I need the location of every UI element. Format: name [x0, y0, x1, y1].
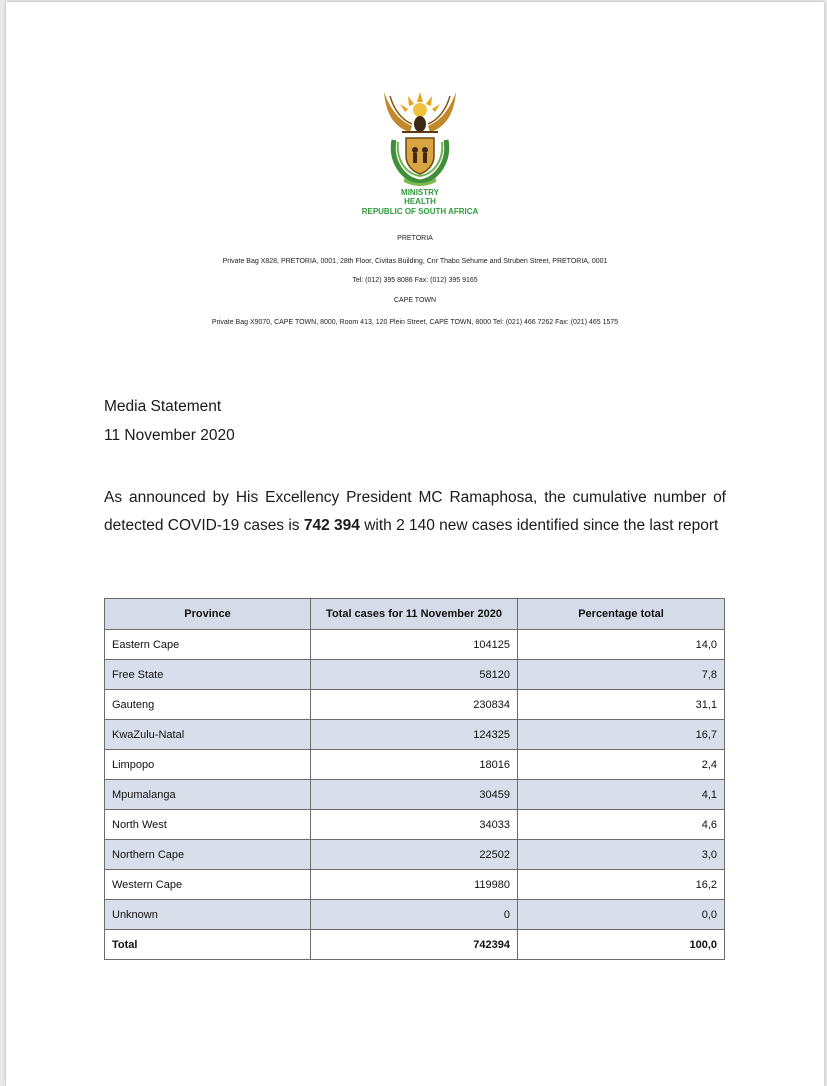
cases-cell: 34033 — [311, 810, 518, 840]
ministry-health-label: HEALTH — [404, 197, 436, 206]
total-cases-cell: 742394 — [311, 930, 518, 960]
cases-cell: 30459 — [311, 780, 518, 810]
total-cases-column-header: Total cases for 11 November 2020 — [311, 599, 518, 630]
statement-date: 11 November 2020 — [104, 427, 235, 444]
table-row — [105, 840, 725, 870]
percentage-cell: 16,7 — [518, 720, 725, 750]
table-row — [105, 870, 725, 900]
percentage-cell: 3,0 — [518, 840, 725, 870]
percentage-cell: 31,1 — [518, 690, 725, 720]
cases-cell: 22502 — [311, 840, 518, 870]
province-cell: Northern Cape — [105, 840, 311, 870]
cases-cell: 119980 — [311, 870, 518, 900]
table-row — [105, 900, 725, 930]
province-cell: Gauteng — [105, 690, 311, 720]
table-row — [105, 810, 725, 840]
percentage-cell: 16,2 — [518, 870, 725, 900]
statement-paragraph — [104, 484, 726, 540]
cases-cell: 124325 — [311, 720, 518, 750]
table-row — [105, 660, 725, 690]
percentage-cell: 7,8 — [518, 660, 725, 690]
province-cell: Western Cape — [105, 870, 311, 900]
province-cell: Free State — [105, 660, 311, 690]
table-row — [105, 780, 725, 810]
province-cases-table — [104, 598, 725, 960]
province-cell: Limpopo — [105, 750, 311, 780]
percentage-cell: 2,4 — [518, 750, 725, 780]
cases-cell: 230834 — [311, 690, 518, 720]
ministry-label: MINISTRY — [401, 188, 439, 197]
table-row — [105, 690, 725, 720]
ministry-country-label: REPUBLIC OF SOUTH AFRICA — [361, 207, 479, 216]
statement-title: Media Statement — [104, 398, 222, 415]
cases-cell: 0 — [311, 900, 518, 930]
paragraph-text-end: with 2 140 new cases identified since the last report — [359, 517, 719, 534]
pretoria-address: Private Bag X828, PRETORIA, 0001, 28th Floor, Civitas Building, Cnr Thabo Sehume and Struben Street, PRETORIA, 0001 — [222, 258, 608, 265]
percentage-cell: 4,1 — [518, 780, 725, 810]
province-cell: KwaZulu-Natal — [105, 720, 311, 750]
total-label-cell: Total — [105, 930, 311, 960]
pretoria-title: PRETORIA — [397, 235, 433, 242]
percentage-cell: 14,0 — [518, 630, 725, 660]
province-cell: Mpumalanga — [105, 780, 311, 810]
cases-cell: 104125 — [311, 630, 518, 660]
table-row — [105, 750, 725, 780]
table-row — [105, 630, 725, 660]
pretoria-contact: Tel: (012) 395 8086 Fax: (012) 395 9165 — [352, 277, 478, 284]
percentage-cell: 4,6 — [518, 810, 725, 840]
table-header-row — [105, 599, 725, 630]
province-cell: North West — [105, 810, 311, 840]
province-cell: Unknown — [105, 900, 311, 930]
cumulative-cases-value: 742 394 — [303, 517, 360, 534]
cases-cell: 18016 — [311, 750, 518, 780]
percentage-column-header: Percentage total — [518, 599, 725, 630]
table-total-row — [105, 930, 725, 960]
table-row — [105, 720, 725, 750]
total-percentage-cell: 100,0 — [518, 930, 725, 960]
paragraph-text-start: As announced by His Excellency President MC Ramaphosa, the cumulative number of detected COVID-19 cases is — [104, 489, 726, 534]
province-cell: Eastern Cape — [105, 630, 311, 660]
cases-cell: 58120 — [311, 660, 518, 690]
capetown-address: Private Bag X9070, CAPE TOWN, 8000, Room 413, 120 Plein Street, CAPE TOWN, 8000 Tel: (021) 466 7262 Fax: (021) 465 1575 — [211, 319, 619, 326]
percentage-cell: 0,0 — [518, 900, 725, 930]
document-page — [6, 2, 824, 1086]
province-column-header: Province — [105, 599, 311, 630]
capetown-title: CAPE TOWN — [393, 297, 437, 304]
coat-of-arms-logo — [376, 86, 464, 190]
